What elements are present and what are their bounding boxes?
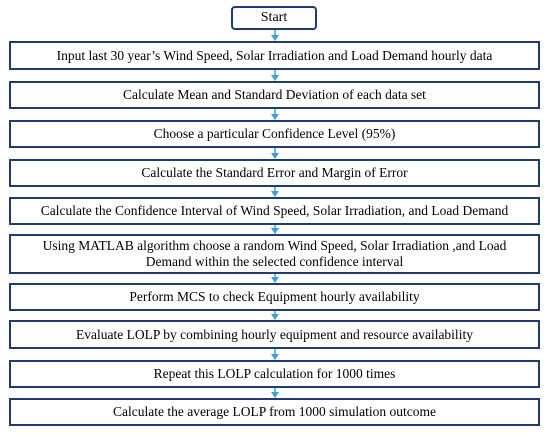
step-confidence-level: Choose a particular Confidence Level (95%)	[9, 120, 540, 148]
step-average-lolp: Calculate the average LOLP from 1000 simulation outcome	[9, 398, 540, 426]
arrow-connector	[270, 148, 280, 159]
step-evaluate-lolp: Evaluate LOLP by combining hourly equipment and resource availability	[9, 320, 540, 349]
arrow-connector	[270, 70, 280, 81]
step-standard-error: Calculate the Standard Error and Margin of Error	[9, 159, 540, 187]
step-mcs: Perform MCS to check Equipment hourly availability	[9, 283, 540, 311]
arrow-connector	[270, 187, 280, 197]
arrow-connector	[270, 30, 280, 41]
arrow-connector	[270, 109, 280, 120]
step-confidence-interval: Calculate the Confidence Interval of Wind Speed, Solar Irradiation, and Load Demand	[9, 197, 540, 225]
arrow-connector	[270, 274, 280, 283]
arrow-connector	[270, 349, 280, 360]
start-node: Start	[231, 6, 317, 30]
arrow-connector	[270, 225, 280, 234]
step-mean-std: Calculate Mean and Standard Deviation of each data set	[9, 81, 540, 109]
step-matlab-random: Using MATLAB algorithm choose a random Wind Speed, Solar Irradiation ,and Load Demand within the selected confidence interval	[9, 234, 540, 274]
step-repeat-lolp: Repeat this LOLP calculation for 1000 times	[9, 360, 540, 388]
arrow-connector	[270, 311, 280, 320]
step-input-data: Input last 30 year’s Wind Speed, Solar Irradiation and Load Demand hourly data	[9, 41, 540, 70]
arrow-connector	[270, 388, 280, 398]
